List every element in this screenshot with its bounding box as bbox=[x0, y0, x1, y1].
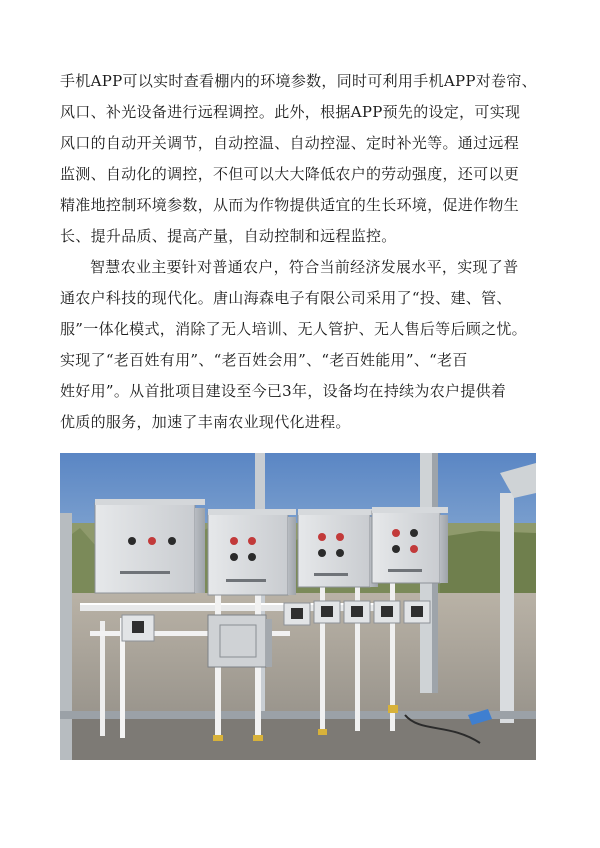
text-line: 长、提升品质、提高产量，自动控制和远程监控。 bbox=[60, 227, 397, 245]
greenhouse-control-boxes-photo bbox=[60, 453, 536, 760]
text-line: 风口、补光设备进行远程调控。此外，根据APP预先的设定，可实现 bbox=[60, 103, 521, 121]
paragraph-smart-agriculture bbox=[60, 252, 540, 438]
text-line: 实现了“老百姓有用”、“老百姓会用”、“老百姓能用”、“老百 bbox=[60, 351, 468, 369]
text-line: 风口的自动开关调节，自动控温、自动控湿、定时补光等。通过远程 bbox=[60, 134, 520, 152]
text-line: 优质的服务，加速了丰南农业现代化进程。 bbox=[60, 413, 351, 431]
text-line: 智慧农业主要针对普通农户，符合当前经济发展水平，实现了普 bbox=[90, 258, 519, 276]
text-line: 通农户科技的现代化。唐山海森电子有限公司采用了“投、建、管、 bbox=[60, 289, 512, 307]
text-line: 手机APP可以实时查看棚内的环境参数，同时可利用手机APP对卷帘、 bbox=[60, 72, 537, 90]
text-line: 监测、自动化的调控，不但可以大大降低农户的劳动强度，还可以更 bbox=[60, 165, 520, 183]
text-line: 姓好用”。从首批项目建设至今已3年，设备均在持续为农户提供着 bbox=[60, 382, 507, 400]
paragraph-remote-control bbox=[60, 66, 540, 252]
text-line: 服”一体化模式，消除了无人培训、无人管护、无人售后等后顾之忧。 bbox=[60, 320, 527, 338]
text-line: 精准地控制环境参数，从而为作物提供适宜的生长环境，促进作物生 bbox=[60, 196, 520, 214]
